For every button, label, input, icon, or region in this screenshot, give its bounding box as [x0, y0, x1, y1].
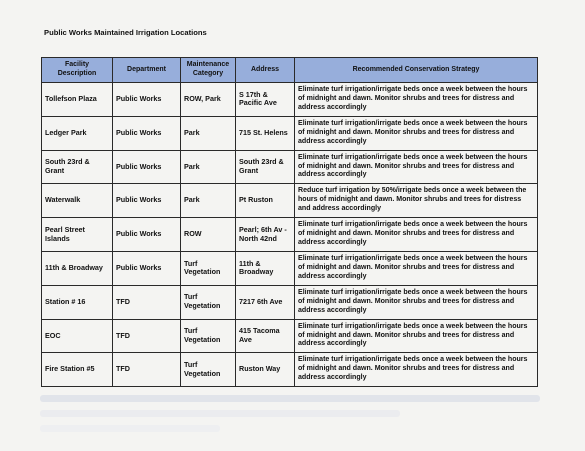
department-cell: TFD — [113, 319, 181, 353]
category-cell: Park — [181, 184, 236, 218]
irrigation-locations-table — [41, 57, 538, 387]
category-cell: Turf Vegetation — [181, 251, 236, 285]
strategy-cell: Eliminate turf irrigation/irrigate beds once a week between the hours of midnight and dawn. Monitor shrubs and trees for distress and address accordingly — [295, 353, 538, 387]
strategy-cell: Eliminate turf irrigation/irrigate beds once a week between the hours of midnight and dawn. Monitor shrubs and trees for distress and address accordingly — [295, 218, 538, 252]
table-row — [42, 319, 538, 353]
strategy-cell: Eliminate turf irrigation/irrigate beds once a week between the hours of midnight and dawn. Monitor shrubs and trees for distress and address accordingly — [295, 83, 538, 117]
category-cell: Turf Vegetation — [181, 319, 236, 353]
facility-cell: Pearl Street Islands — [42, 218, 113, 252]
strategy-cell: Eliminate turf irrigation/irrigate beds once a week between the hours of midnight and dawn. Monitor shrubs and trees for distress and address accordingly — [295, 150, 538, 184]
facility-cell: Tollefson Plaza — [42, 83, 113, 117]
address-cell: 11th & Broadway — [236, 251, 295, 285]
strategy-cell: Eliminate turf irrigation/irrigate beds once a week between the hours of midnight and dawn. Monitor shrubs and trees for distress and address accordingly — [295, 251, 538, 285]
table-row — [42, 251, 538, 285]
strategy-cell: Eliminate turf irrigation/irrigate beds once a week between the hours of midnight and dawn. Monitor shrubs and trees for distress and address accordingly — [295, 285, 538, 319]
department-cell: Public Works — [113, 83, 181, 117]
faded-text-line — [40, 425, 220, 432]
address-cell: Pt Ruston — [236, 184, 295, 218]
faded-text-line — [40, 410, 400, 417]
department-cell: Public Works — [113, 251, 181, 285]
address-cell: Pearl; 6th Av - North 42nd — [236, 218, 295, 252]
address-cell: Ruston Way — [236, 353, 295, 387]
table-row — [42, 83, 538, 117]
column-header-strategy: Recommended Conservation Strategy — [295, 58, 538, 83]
facility-cell: EOC — [42, 319, 113, 353]
department-cell: Public Works — [113, 218, 181, 252]
facility-cell: South 23rd & Grant — [42, 150, 113, 184]
strategy-cell: Eliminate turf irrigation/irrigate beds once a week between the hours of midnight and dawn. Monitor shrubs and trees for distress and address accordingly — [295, 319, 538, 353]
address-cell: S 17th & Pacific Ave — [236, 83, 295, 117]
department-cell: Public Works — [113, 116, 181, 150]
address-cell: 415 Tacoma Ave — [236, 319, 295, 353]
category-cell: Turf Vegetation — [181, 353, 236, 387]
department-cell: TFD — [113, 353, 181, 387]
address-cell: 715 St. Helens — [236, 116, 295, 150]
column-header-category: Maintenance Category — [181, 58, 236, 83]
facility-cell: Fire Station #5 — [42, 353, 113, 387]
category-cell: ROW — [181, 218, 236, 252]
category-cell: ROW, Park — [181, 83, 236, 117]
table-header-row — [42, 58, 538, 83]
faded-text-line — [40, 395, 540, 402]
column-header-address: Address — [236, 58, 295, 83]
facility-cell: 11th & Broadway — [42, 251, 113, 285]
table-row — [42, 353, 538, 387]
category-cell: Park — [181, 116, 236, 150]
facility-cell: Waterwalk — [42, 184, 113, 218]
column-header-facility: Facility Description — [42, 58, 113, 83]
strategy-cell: Reduce turf irrigation by 50%/irrigate beds once a week between the hours of midnight and dawn. Monitor shrubs and trees for distress and address accordingly — [295, 184, 538, 218]
department-cell: TFD — [113, 285, 181, 319]
category-cell: Turf Vegetation — [181, 285, 236, 319]
table-row — [42, 285, 538, 319]
facility-cell: Ledger Park — [42, 116, 113, 150]
department-cell: Public Works — [113, 184, 181, 218]
facility-cell: Station # 16 — [42, 285, 113, 319]
table-row — [42, 150, 538, 184]
page-title: Public Works Maintained Irrigation Locations — [44, 28, 207, 37]
table-row — [42, 218, 538, 252]
strategy-cell: Eliminate turf irrigation/irrigate beds once a week between the hours of midnight and dawn. Monitor shrubs and trees for distress and address accordingly — [295, 116, 538, 150]
department-cell: Public Works — [113, 150, 181, 184]
address-cell: South 23rd & Grant — [236, 150, 295, 184]
address-cell: 7217 6th Ave — [236, 285, 295, 319]
category-cell: Park — [181, 150, 236, 184]
table-row — [42, 116, 538, 150]
table-row — [42, 184, 538, 218]
column-header-department: Department — [113, 58, 181, 83]
